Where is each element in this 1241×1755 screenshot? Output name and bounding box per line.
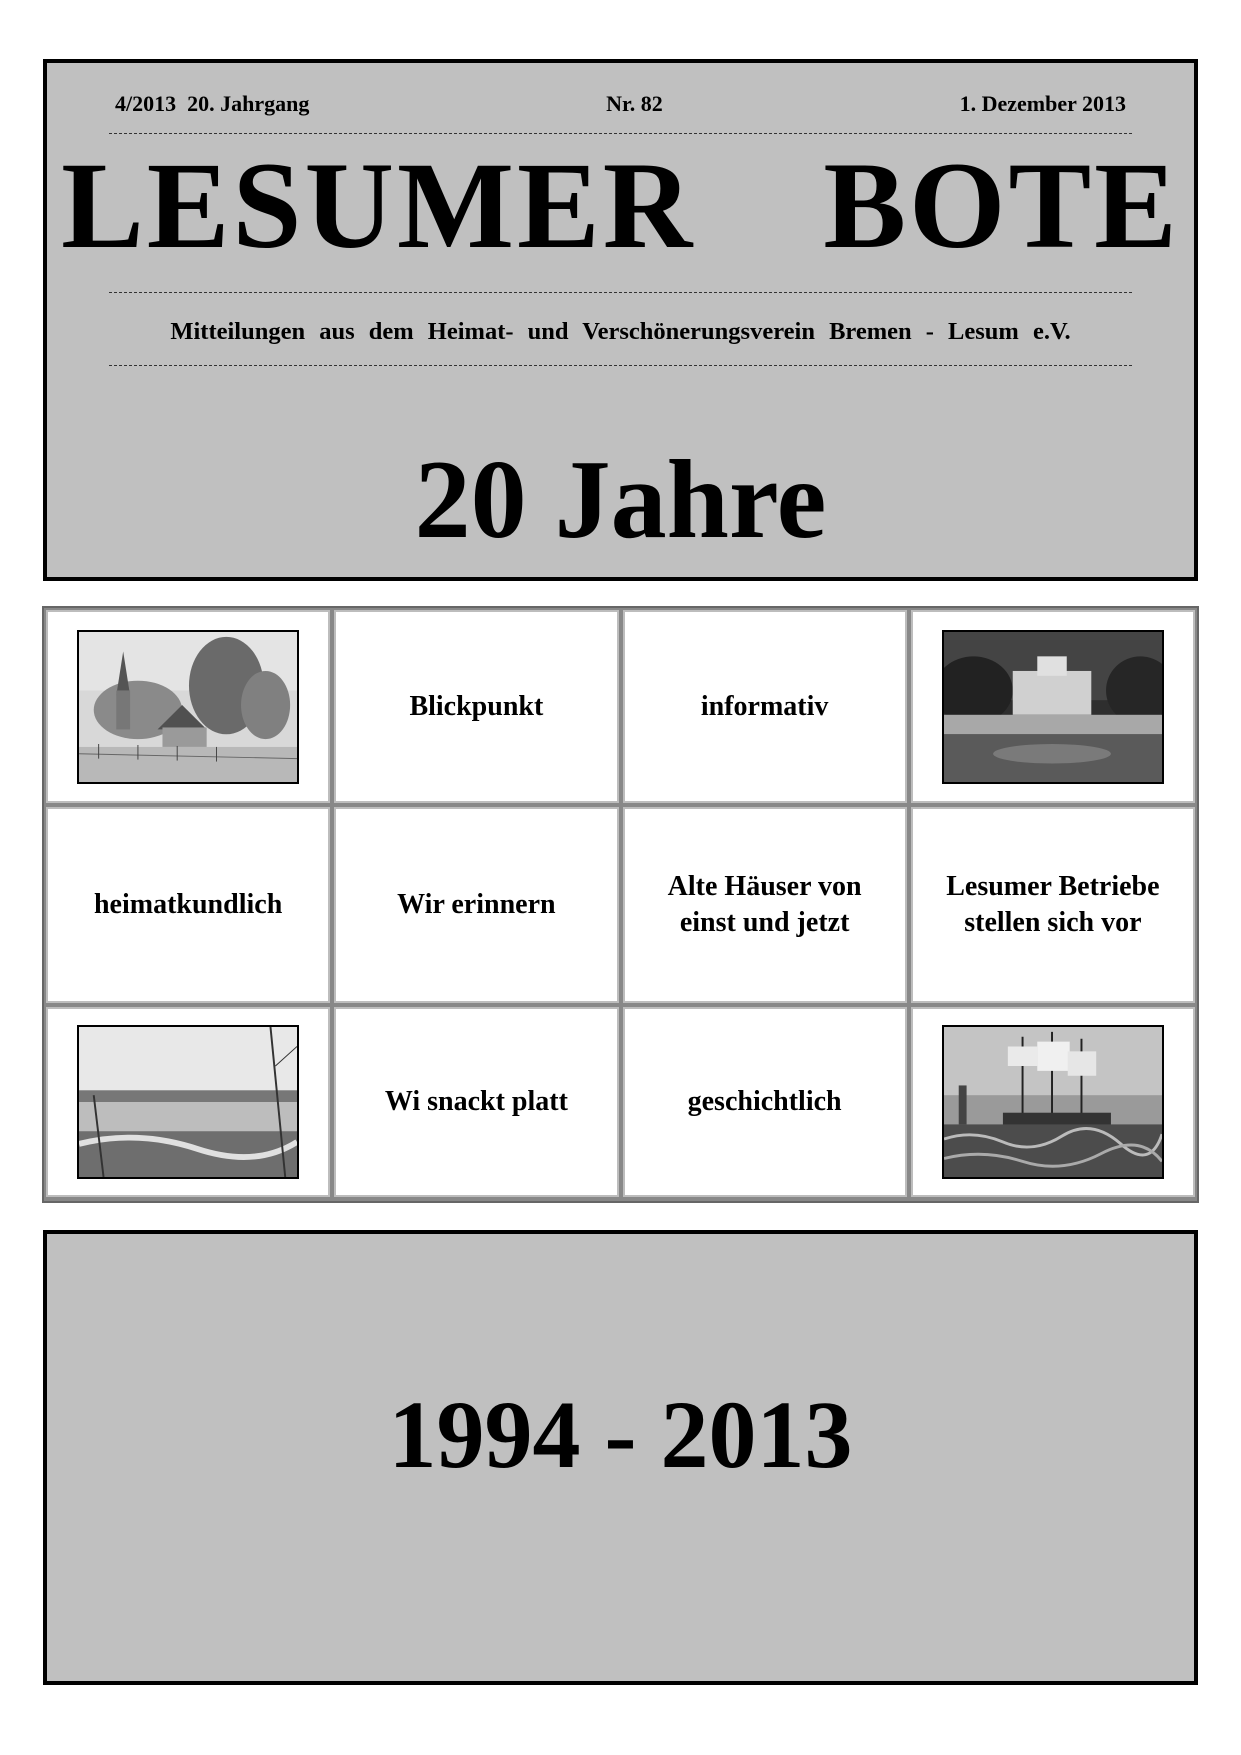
sailing-ship-painting-image: [942, 1025, 1164, 1179]
issue-info-row: [115, 91, 1126, 117]
grid-cell: [911, 807, 1195, 1003]
topic-label: heimatkundlich: [93, 889, 283, 920]
grid-cell-image: [46, 1007, 330, 1197]
issue-number: Nr. 82: [606, 91, 663, 116]
grid-cell: [623, 610, 907, 803]
issue-label: 4/2013 20. Jahrgang: [115, 91, 310, 116]
years-range: 1994 - 2013: [388, 1381, 853, 1488]
grid-cell-image: [46, 610, 330, 803]
newspaper-title: LESUMER BOTE: [61, 137, 1180, 274]
grid-cell: [46, 807, 330, 1003]
masthead-box: [43, 59, 1198, 581]
divider: [109, 292, 1132, 293]
grid-cell: [334, 807, 618, 1003]
divider: [109, 365, 1132, 366]
grid-cell: [334, 610, 618, 803]
topic-label: Lesumer Betriebe stellen sich vor: [946, 871, 1160, 938]
topic-label: geschichtlich: [687, 1086, 842, 1117]
grid-cell: [623, 807, 907, 1003]
marsh-landscape-painting-image: [77, 1025, 299, 1179]
issue-date: 1. Dezember 2013: [959, 91, 1126, 116]
newspaper-subtitle: Mitteilungen aus dem Heimat- und Verschönerungsverein Bremen - Lesum e.V.: [170, 318, 1071, 345]
grid-cell-image: [911, 610, 1195, 803]
grid-cell: [623, 1007, 907, 1197]
grid-cell-image: [911, 1007, 1195, 1197]
anniversary-heading: 20 Jahre: [414, 438, 827, 562]
topic-label: Wi snackt platt: [384, 1086, 568, 1117]
divider: [109, 133, 1132, 134]
years-box: [43, 1230, 1198, 1685]
village-church-painting-image: [77, 630, 299, 784]
topic-label: informativ: [700, 690, 829, 722]
topic-label: Wir erinnern: [397, 889, 556, 920]
topic-grid: [42, 606, 1199, 1203]
topic-label: Blickpunkt: [409, 690, 544, 722]
grid-cell: [334, 1007, 618, 1197]
topic-label: Alte Häuser von einst und jetzt: [667, 871, 862, 938]
palace-by-river-painting-image: [942, 630, 1164, 784]
